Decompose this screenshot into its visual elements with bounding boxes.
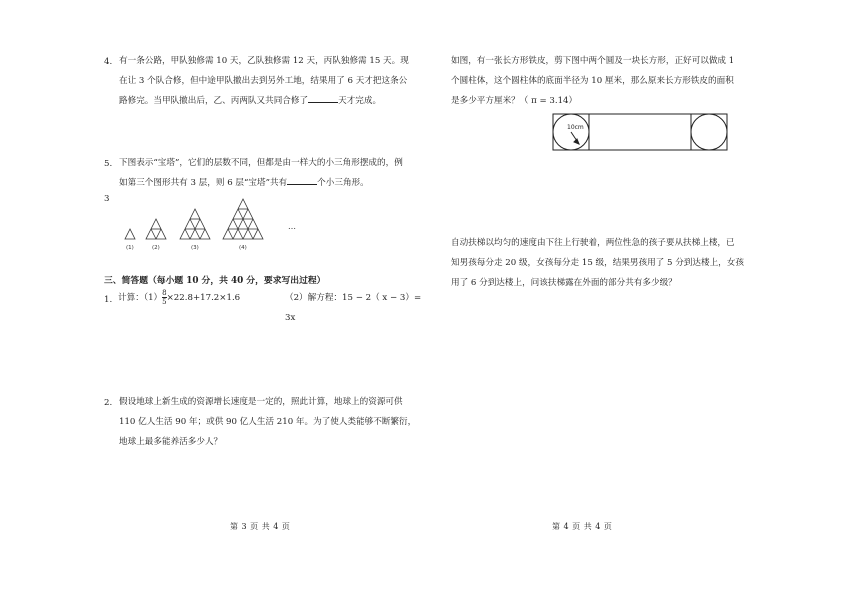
section-3-question-2-line-3: 地球上最多能养活多少人？ [119,437,223,447]
cylinder-question-line-1: 如图，有一张长方形铁皮，剪下图中两个圆及一块长方形，正好可以做成 1 [451,56,735,66]
figure-label-1: (1) [126,245,134,251]
question-4-line-3-text: 路修完。当甲队撤出后，乙、丙两队又共同合修了 [119,96,309,106]
cylinder-net-figure [552,112,732,154]
figure-label-4: (4) [239,245,247,251]
question-4-line-2: 在让 3 个队合修，但中途甲队撤出去到另外工地，结果用了 6 天才把这条公 [119,76,408,86]
answer-blank [308,93,338,103]
question-5-line-2-text: 如第三个图形共有 3 层，则 6 层“宝塔”共有 [119,178,288,188]
question-5-number: 5. [104,159,113,169]
right-circle [691,114,727,150]
escalator-question-line-2: 知男孩每分走 20 级，女孩每分走 15 级，结果男孩用了 5 分到达楼上，女孩 [451,258,744,268]
fraction-numerator: 8 [162,289,167,297]
fraction-denominator: 5 [162,298,167,306]
figure-ellipsis: … [288,222,296,231]
figure-label-2: (2) [152,245,160,251]
section-3-question-1-number: 1. [104,295,113,305]
section-3-question-1-part-2: （2）解方程：15 − 2（ x − 3）= 3x [285,293,422,323]
figure-label-3: (3) [191,245,199,251]
section-3-question-2-number: 2. [104,398,113,408]
question-5-line-2-tail: 个小三角形。 [317,178,369,188]
part-1-expression: ×22.8+17.2×1.6 [166,293,241,303]
page-footer-right: 第 4 页 共 4 页 [552,522,613,531]
pagoda-3 [180,209,210,239]
question-4-line-3 [119,92,419,111]
question-5-line-1: 下图表示“宝塔”，它们的层数不同，但都是由一样大的小三角形摆成的，例 [119,158,403,168]
stray-number: 3 [104,194,110,204]
answer-blank [287,175,317,185]
section-3-question-2-line-1: 假设地球上新生成的资源增长速度是一定的，照此计算，地球上的资源可供 [119,397,403,407]
right-page [430,0,860,608]
cylinder-question-line-3: 是多少平方厘米？（ π = 3.14） [451,96,578,106]
radius-label: 10cm [567,124,584,131]
escalator-question-line-1: 自动扶梯以均匀的速度由下往上行驶着，两位性急的孩子要从扶梯上楼，已 [451,238,735,248]
escalator-question-line-3: 用了 6 分到达楼上，问该扶梯露在外面的部分共有多少级？ [451,278,677,288]
part-1-prefix: 计算：（1） [118,293,163,303]
question-5-line-2 [119,174,419,193]
pagoda-4 [223,199,263,239]
section-3-question-2-line-2: 110 亿人生活 90 年；或供 90 亿人生活 210 年。为了使人类能够不断繁衍， [119,417,417,427]
question-4-line-1: 有一条公路，甲队独修需 10 天，乙队独修需 12 天，丙队独修需 15 天。现 [119,56,409,66]
section-3-question-1-part-1 [118,286,268,310]
sheet-outline [553,114,727,150]
question-4-line-3-tail: 天才完成。 [338,96,382,106]
section-3-heading: 三、简答题（每小题 10 分，共 40 分，要求写出过程） [104,276,326,286]
pagoda-triangles-figure [118,196,308,254]
pagoda-1 [125,229,135,239]
pagoda-2 [146,219,166,239]
question-4-number: 4. [104,57,113,67]
cylinder-question-line-2: 个圆柱体，这个圆柱体的底面半径为 10 厘米，那么原来长方形铁皮的面积 [451,76,734,86]
page-footer-left: 第 3 页 共 4 页 [230,522,291,531]
